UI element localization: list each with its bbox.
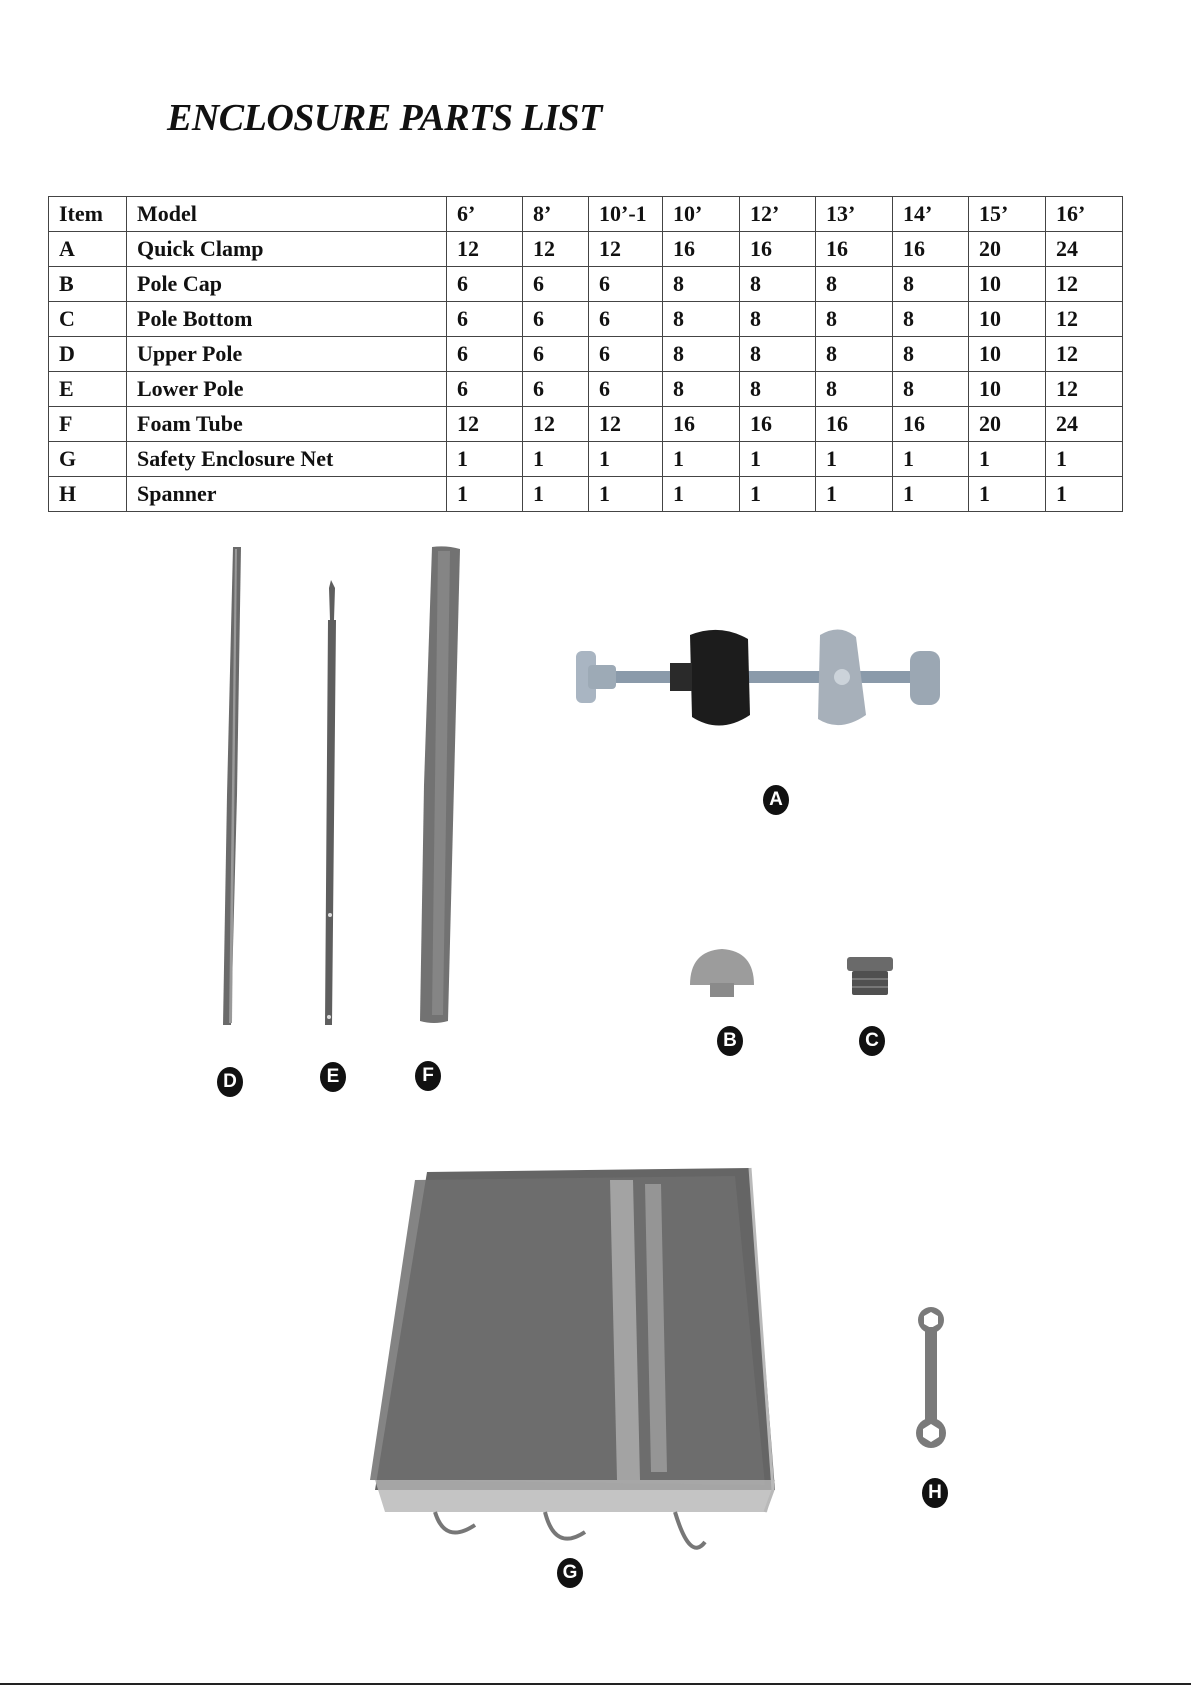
label-g: G bbox=[557, 1558, 583, 1588]
qty-cell: 8 bbox=[816, 337, 893, 372]
page-title: ENCLOSURE PARTS LIST bbox=[167, 97, 602, 139]
foam-tube-image bbox=[410, 545, 462, 1025]
table-row bbox=[49, 477, 1123, 512]
qty-cell: 24 bbox=[1046, 407, 1123, 442]
qty-cell: 1 bbox=[893, 442, 969, 477]
qty-cell: 6 bbox=[589, 337, 663, 372]
column-header: 10’ bbox=[663, 197, 740, 232]
column-header: Model bbox=[127, 197, 447, 232]
safety-net-image bbox=[355, 1160, 775, 1570]
model-cell: Lower Pole bbox=[127, 372, 447, 407]
qty-cell: 6 bbox=[523, 337, 589, 372]
qty-cell: 16 bbox=[740, 232, 816, 267]
column-header: 13’ bbox=[816, 197, 893, 232]
qty-cell: 8 bbox=[893, 337, 969, 372]
qty-cell: 10 bbox=[969, 372, 1046, 407]
qty-cell: 1 bbox=[1046, 477, 1123, 512]
qty-cell: 6 bbox=[447, 372, 523, 407]
table-row bbox=[49, 232, 1123, 267]
upper-pole-image bbox=[215, 545, 245, 1030]
table-row bbox=[49, 372, 1123, 407]
model-cell: Spanner bbox=[127, 477, 447, 512]
qty-cell: 8 bbox=[740, 267, 816, 302]
table-row bbox=[49, 267, 1123, 302]
column-header: 8’ bbox=[523, 197, 589, 232]
qty-cell: 16 bbox=[663, 407, 740, 442]
qty-cell: 1 bbox=[589, 477, 663, 512]
lower-pole-image bbox=[318, 580, 344, 1030]
qty-cell: 8 bbox=[663, 337, 740, 372]
label-a: A bbox=[763, 785, 789, 815]
model-cell: Quick Clamp bbox=[127, 232, 447, 267]
qty-cell: 8 bbox=[893, 302, 969, 337]
item-cell: B bbox=[49, 267, 127, 302]
qty-cell: 6 bbox=[523, 372, 589, 407]
model-cell: Pole Bottom bbox=[127, 302, 447, 337]
table-row bbox=[49, 337, 1123, 372]
qty-cell: 6 bbox=[589, 302, 663, 337]
qty-cell: 20 bbox=[969, 232, 1046, 267]
qty-cell: 20 bbox=[969, 407, 1046, 442]
qty-cell: 12 bbox=[447, 407, 523, 442]
qty-cell: 16 bbox=[893, 407, 969, 442]
quick-clamp-image bbox=[570, 615, 960, 745]
qty-cell: 1 bbox=[523, 477, 589, 512]
table-row bbox=[49, 407, 1123, 442]
column-header: 14’ bbox=[893, 197, 969, 232]
qty-cell: 8 bbox=[816, 302, 893, 337]
qty-cell: 1 bbox=[893, 477, 969, 512]
qty-cell: 12 bbox=[1046, 337, 1123, 372]
model-cell: Pole Cap bbox=[127, 267, 447, 302]
qty-cell: 1 bbox=[740, 477, 816, 512]
qty-cell: 8 bbox=[740, 372, 816, 407]
qty-cell: 6 bbox=[447, 267, 523, 302]
qty-cell: 6 bbox=[523, 302, 589, 337]
item-cell: C bbox=[49, 302, 127, 337]
qty-cell: 8 bbox=[740, 302, 816, 337]
qty-cell: 8 bbox=[740, 337, 816, 372]
qty-cell: 1 bbox=[447, 442, 523, 477]
qty-cell: 16 bbox=[816, 407, 893, 442]
qty-cell: 16 bbox=[816, 232, 893, 267]
label-e: E bbox=[320, 1062, 346, 1092]
qty-cell: 16 bbox=[740, 407, 816, 442]
qty-cell: 1 bbox=[969, 477, 1046, 512]
qty-cell: 1 bbox=[663, 442, 740, 477]
label-d: D bbox=[217, 1067, 243, 1097]
column-header: 16’ bbox=[1046, 197, 1123, 232]
item-cell: F bbox=[49, 407, 127, 442]
qty-cell: 10 bbox=[969, 267, 1046, 302]
label-h: H bbox=[922, 1478, 948, 1508]
qty-cell: 1 bbox=[969, 442, 1046, 477]
model-cell: Safety Enclosure Net bbox=[127, 442, 447, 477]
qty-cell: 6 bbox=[589, 372, 663, 407]
column-header: 6’ bbox=[447, 197, 523, 232]
qty-cell: 12 bbox=[589, 407, 663, 442]
item-cell: G bbox=[49, 442, 127, 477]
qty-cell: 1 bbox=[816, 442, 893, 477]
qty-cell: 8 bbox=[816, 372, 893, 407]
label-f: F bbox=[415, 1061, 441, 1091]
pole-bottom-image bbox=[845, 955, 895, 997]
qty-cell: 12 bbox=[1046, 302, 1123, 337]
qty-cell: 8 bbox=[893, 267, 969, 302]
qty-cell: 10 bbox=[969, 337, 1046, 372]
item-cell: H bbox=[49, 477, 127, 512]
qty-cell: 6 bbox=[523, 267, 589, 302]
qty-cell: 8 bbox=[663, 372, 740, 407]
model-cell: Upper Pole bbox=[127, 337, 447, 372]
column-header: Item bbox=[49, 197, 127, 232]
qty-cell: 12 bbox=[1046, 372, 1123, 407]
qty-cell: 6 bbox=[447, 302, 523, 337]
qty-cell: 1 bbox=[663, 477, 740, 512]
item-cell: A bbox=[49, 232, 127, 267]
qty-cell: 12 bbox=[523, 232, 589, 267]
pole-cap-image bbox=[688, 945, 756, 1000]
qty-cell: 6 bbox=[447, 337, 523, 372]
qty-cell: 1 bbox=[740, 442, 816, 477]
qty-cell: 12 bbox=[523, 407, 589, 442]
qty-cell: 1 bbox=[447, 477, 523, 512]
qty-cell: 8 bbox=[663, 302, 740, 337]
qty-cell: 1 bbox=[589, 442, 663, 477]
qty-cell: 6 bbox=[589, 267, 663, 302]
qty-cell: 10 bbox=[969, 302, 1046, 337]
item-cell: E bbox=[49, 372, 127, 407]
qty-cell: 12 bbox=[1046, 267, 1123, 302]
model-cell: Foam Tube bbox=[127, 407, 447, 442]
qty-cell: 16 bbox=[893, 232, 969, 267]
qty-cell: 1 bbox=[1046, 442, 1123, 477]
qty-cell: 8 bbox=[893, 372, 969, 407]
table-row bbox=[49, 302, 1123, 337]
column-header: 12’ bbox=[740, 197, 816, 232]
qty-cell: 1 bbox=[523, 442, 589, 477]
table-header-row bbox=[49, 197, 1123, 232]
table-row bbox=[49, 442, 1123, 477]
qty-cell: 8 bbox=[816, 267, 893, 302]
spanner-image bbox=[913, 1305, 949, 1450]
qty-cell: 12 bbox=[589, 232, 663, 267]
qty-cell: 1 bbox=[816, 477, 893, 512]
qty-cell: 16 bbox=[663, 232, 740, 267]
qty-cell: 12 bbox=[447, 232, 523, 267]
label-c: C bbox=[859, 1026, 885, 1056]
qty-cell: 24 bbox=[1046, 232, 1123, 267]
column-header: 15’ bbox=[969, 197, 1046, 232]
parts-table bbox=[48, 196, 1123, 512]
item-cell: D bbox=[49, 337, 127, 372]
column-header: 10’-1 bbox=[589, 197, 663, 232]
qty-cell: 8 bbox=[663, 267, 740, 302]
label-b: B bbox=[717, 1026, 743, 1056]
